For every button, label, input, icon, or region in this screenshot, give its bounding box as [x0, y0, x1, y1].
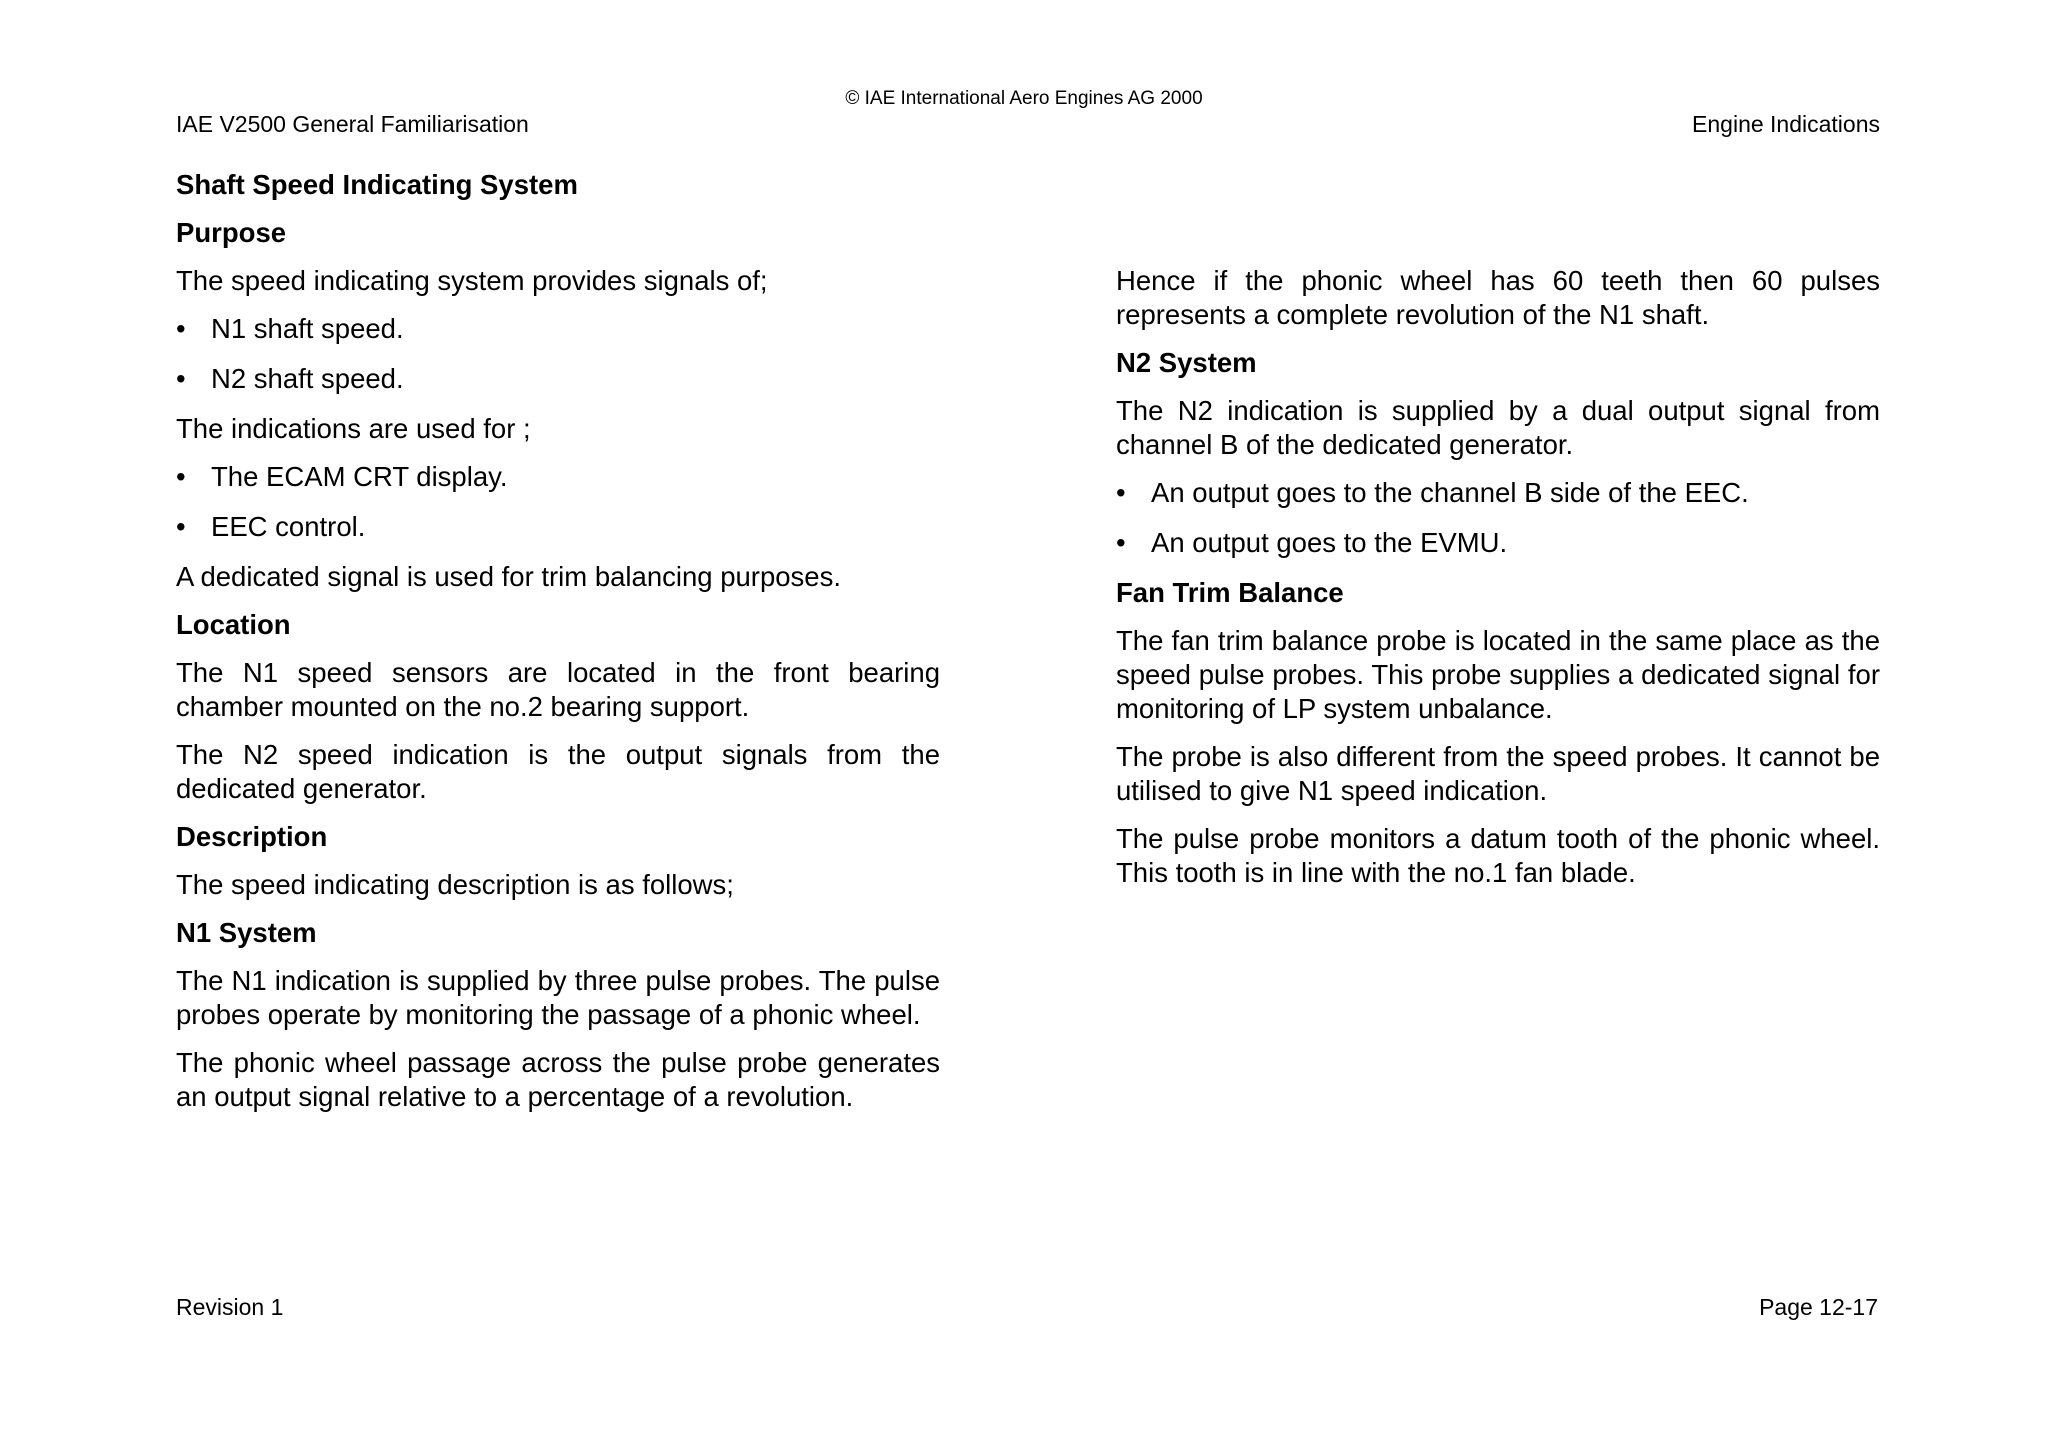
- location-paragraph-2: The N2 speed indication is the output signals from the dedicated generator.: [176, 739, 940, 804]
- n1-system-heading: N1 System: [176, 917, 317, 948]
- indications-intro: The indications are used for ;: [176, 413, 531, 444]
- copyright-notice: © IAE International Aero Engines AG 2000: [845, 88, 1203, 109]
- list-item: [1116, 526, 1880, 560]
- footer-revision: Revision 1: [176, 1294, 284, 1320]
- bullet-icon: •: [176, 511, 186, 542]
- list-item-text: N1 shaft speed.: [211, 313, 404, 344]
- list-item: [176, 362, 940, 396]
- list-item-text: EEC control.: [211, 511, 366, 542]
- n1-paragraph-2: The phonic wheel passage across the pulse probe generates an output signal relative to a percentage of a revolution.: [176, 1047, 940, 1112]
- list-item-text: N2 shaft speed.: [211, 363, 404, 394]
- header-chapter-title: Engine Indications: [1692, 111, 1880, 137]
- description-heading: Description: [176, 821, 328, 852]
- list-item-text: An output goes to the channel B side of the EEC.: [1151, 477, 1749, 508]
- bullet-icon: •: [176, 363, 186, 394]
- bullet-icon: •: [176, 461, 186, 492]
- description-intro: The speed indicating description is as follows;: [176, 869, 734, 900]
- right-column: [1116, 264, 1880, 904]
- bullet-icon: •: [1116, 527, 1126, 558]
- list-item: [176, 460, 940, 494]
- dedicated-signal-text: A dedicated signal is used for trim balancing purposes.: [176, 561, 841, 592]
- fan-paragraph-2: The probe is also different from the speed probes. It cannot be utilised to give N1 speed indication.: [1116, 741, 1880, 806]
- list-item: [1116, 476, 1880, 510]
- purpose-heading: Purpose: [176, 217, 287, 248]
- list-item: [176, 510, 940, 544]
- purpose-intro: The speed indicating system provides signals of;: [176, 265, 768, 296]
- n2-system-heading: N2 System: [1116, 347, 1257, 378]
- n2-paragraph-1: The N2 indication is supplied by a dual output signal from channel B of the dedicated generator.: [1116, 395, 1880, 460]
- header-document-title: IAE V2500 General Familiarisation: [176, 111, 529, 137]
- location-paragraph-1: The N1 speed sensors are located in the front bearing chamber mounted on the no.2 bearing support.: [176, 657, 940, 722]
- left-column: [176, 168, 940, 1128]
- bullet-icon: •: [176, 313, 186, 344]
- fan-paragraph-1: The fan trim balance probe is located in the same place as the speed pulse probes. This probe supplies a dedicated signal for monitoring of LP system unbalance.: [1116, 625, 1880, 724]
- list-item-text: An output goes to the EVMU.: [1151, 527, 1508, 558]
- list-item-text: The ECAM CRT display.: [211, 461, 508, 492]
- bullet-icon: •: [1116, 477, 1126, 508]
- fan-paragraph-3: The pulse probe monitors a datum tooth of the phonic wheel. This tooth is in line with the no.1 fan blade.: [1116, 823, 1880, 888]
- phonic-wheel-paragraph: Hence if the phonic wheel has 60 teeth then 60 pulses represents a complete revolution of the N1 shaft.: [1116, 265, 1880, 330]
- n1-paragraph-1: The N1 indication is supplied by three pulse probes. The pulse probes operate by monitoring the passage of a phonic wheel.: [176, 965, 940, 1030]
- list-item: [176, 312, 940, 346]
- section-title: Shaft Speed Indicating System: [176, 169, 578, 200]
- fan-trim-balance-heading: Fan Trim Balance: [1116, 577, 1344, 608]
- footer-page-number: Page 12-17: [1759, 1294, 1878, 1320]
- location-heading: Location: [176, 609, 291, 640]
